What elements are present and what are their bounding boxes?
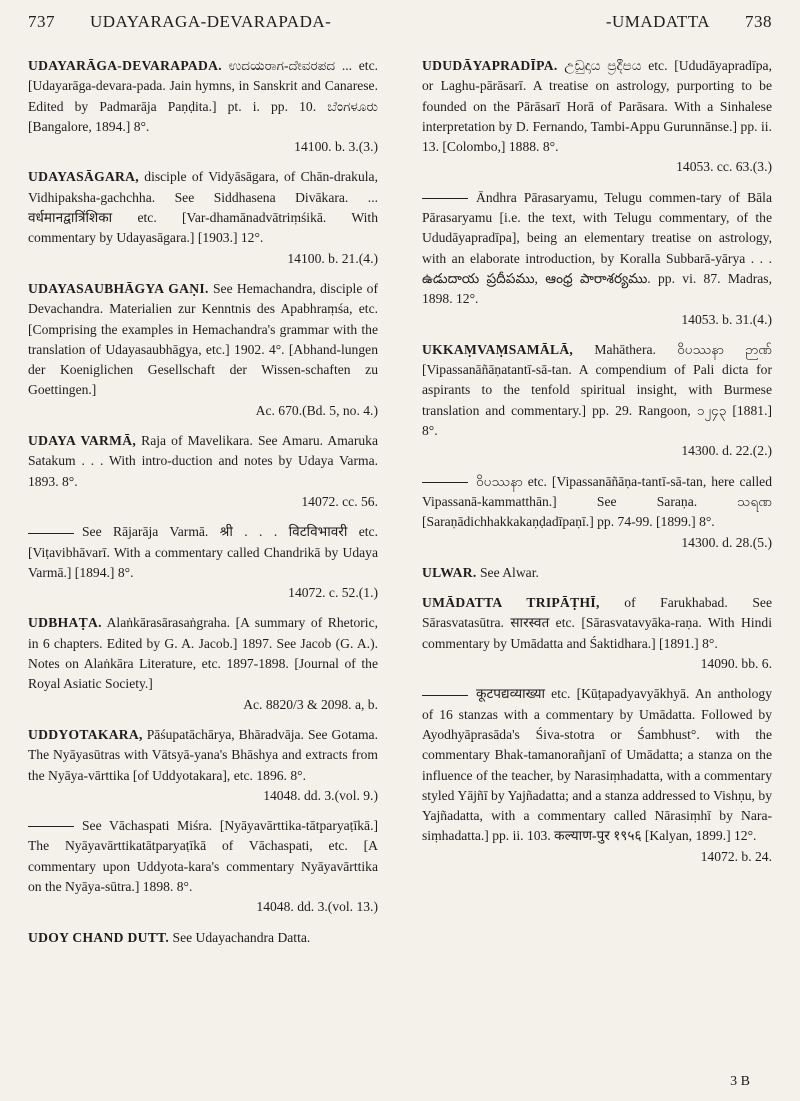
entry-body: Raja of Mavelikara. See Amaru. Amaruka Satakum . . . With intro-duction and notes by Udaya Varma. 1893. 8°.: [28, 433, 378, 489]
entry-body: See Hemachandra, disciple of Devachandra. Materialien zur Kenntnis des Apabhraṃśa, etc. [Comprising the examples in Hemachandra's grammar with the translation of Udayasaubhāgya, etc.] 1902. 4°. [Abhand-lungen der Koeniglichen Gesellschaft der Wissen-schaften zu Goettingen.]: [28, 280, 378, 398]
entry-body: Mahāthera. ဝိပဿနာ ဉာဏ် [Vipassanāñāṇatantī-sā-tan. A compendium of Pali dicta for aspirants to the tenfold spiritual insight, with Burmese translation and commentary.] pp. 29. Rangoon, ၁၂၄၃ [1881.] 8°.: [422, 341, 772, 439]
entry-body: ဝိပဿနာ etc. [Vipassanāñāṇa-tantī-sā-tan, here called Vipassanā-kammatthān.] See Saraṇa. သရဏ [Saraṇādichhakkakaṇḍadīpaṇī.] pp. 74-99. [1899.] 8°.: [422, 473, 772, 530]
shelfmark: Ac. 670.(Bd. 5, no. 4.): [255, 402, 378, 418]
entry-heading: UMĀDATTA TRIPĀṬHĪ,: [422, 595, 600, 611]
entry-heading: UDUDĀYAPRADĪPA.: [422, 58, 558, 73]
entry-heading: UKKAṂVAṂSAMĀLĀ,: [422, 341, 574, 357]
catalogue-entry: [422, 684, 772, 867]
shelfmark: 14053. cc. 63.(3.): [676, 159, 772, 175]
signature-mark: 3 B: [730, 1074, 750, 1089]
catalogue-entry: [28, 431, 378, 512]
shelfmark: 14072. c. 52.(1.): [288, 585, 378, 601]
repeat-heading-dash: [28, 533, 74, 534]
catalogue-entry: [28, 167, 378, 268]
entry-heading: UDDYOTAKARA,: [28, 726, 143, 742]
shelfmark: 14053. b. 31.(4.): [681, 311, 772, 327]
catalogue-entry: [422, 593, 772, 674]
page-number-left: 737: [28, 12, 55, 31]
entry-heading: UDAYASĀGARA,: [28, 169, 139, 185]
repeat-heading-dash: [422, 482, 468, 483]
entry-heading: UDOY CHAND DUTT.: [28, 929, 170, 945]
shelfmark: 14100. b. 3.(3.): [294, 139, 378, 155]
entry-body: See Udayachandra Datta.: [172, 929, 311, 945]
running-title-left: UDAYARAGA-DEVARAPADA-: [90, 12, 332, 31]
shelfmark: 14048. dd. 3.(vol. 13.): [256, 899, 378, 915]
catalogue-entry: [422, 340, 772, 462]
catalogue-entry: [28, 928, 378, 948]
entry-body: Āndhra Pārasaryamu, Telugu commen-tary of Bāla Pārasaryamu [i.e. the text, with Telugu commentary, of the Ududāyapradīpa], being an elementary treatise on astrology, with an elaborate introduction, by Koralla Subbarā-yārya . . . ఉడుదాయ ప్రదీపము, ఆంధ్ర పారాశర్యము. pp. vi. 87. Madras, 1898. 12°.: [422, 189, 772, 307]
right-column: [422, 56, 772, 877]
repeat-heading-dash: [422, 695, 468, 696]
entry-heading: UDAYARĀGA-DEVARAPADA.: [28, 58, 222, 73]
catalogue-entry: [422, 472, 772, 553]
shelfmark: 14300. d. 28.(5.): [681, 534, 772, 550]
repeat-heading-dash: [422, 198, 468, 199]
entry-body: See Vāchaspati Miśra. [Nyāyavārttika-tātparyaṭīkā.] The Nyāyavārttikatātparyaṭīkā of Vāchaspati, etc. [A commentary upon Uddyota-kara's commentary Nyāyavārttika on the Nyāya-sūtra.] 1898. 8°.: [28, 818, 378, 894]
catalogue-entry: [28, 816, 378, 917]
entry-heading: UDBHAṬA.: [28, 615, 102, 631]
catalogue-entry: [28, 725, 378, 806]
page-header: [28, 12, 772, 38]
entry-body: Alaṅkārasārasaṅgraha. [A summary of Rhetoric, in 6 chapters. Edited by G. A. Jacob.] 1897. See Jacob (G. A.). Notes on Alaṅkāra Literature, etc. 1897-1898. [Journal of the Royal Asiatic Society.]: [28, 615, 378, 692]
repeat-heading-dash: [28, 826, 74, 827]
catalogue-entry: [28, 613, 378, 714]
catalogue-entry: [422, 188, 772, 330]
entry-body: कूटपद्यव्याख्या etc. [Kūṭapadyavyākhyā. An anthology of 16 stanzas with a commentary by Umādatta. Followed by Ayodhyāprasāda's Śiva-stotra or Śambhust°. with the commentary Bhak-tamanorañjanī of Umādatta; a stanza on the influence of the teacher, by Narasiṃhadatta, with a commentary styled Yājñī by Yajñadatta; and a stanza addressed to Vishṇu, by Yajñadatta, with a commentary called Nārasiṃhī by Nara-siṃhadatta.] pp. ii. 103. कल्याण-पुर १९५६ [Kalyan, 1899.] 12°.: [422, 686, 772, 844]
left-column: [28, 56, 378, 958]
entry-body: disciple of Vidyāsāgara, of Chān-drakula, Vidhipaksha-gachchha. See Siddhasena Divākara. ... वर्धमानद्वात्रिंशिका etc. [Var-dhamānadvātriṃśikā. With commentary by Udayasāgara.] [1903.] 12°.: [28, 169, 378, 246]
entry-body: උඩුදාය ප්‍රදීපය etc. [Ududāyapradīpa, or Laghu-pārāsarī. A treatise on astrology, purporting to be founded on the Pārāsarī Horā of Parāsara. With a Sinhalese interpretation by D. Fernando, Tambi-Appu Gurunnānse.] pp. ii. 13. [Colombo,] 1888. 8°.: [422, 58, 772, 155]
running-title-right: -UMADATTA: [605, 12, 710, 31]
catalogue-entry: [28, 56, 378, 157]
shelfmark: 14090. bb. 6.: [700, 656, 772, 672]
entry-heading: UDAYASAUBHĀGYA GAṆI.: [28, 280, 209, 296]
entry-body: See Alwar.: [479, 564, 539, 580]
shelfmark: 14100. b. 21.(4.): [287, 250, 378, 266]
shelfmark: 14300. d. 22.(2.): [681, 443, 772, 459]
entry-body: See Rājarāja Varmā. श्री . . . विटविभावरी etc. [Viṭavibhāvarī. With a commentary called Chandrikā by Udaya Varmā.] [1894.] 8°.: [28, 524, 378, 580]
catalogue-entry: [422, 56, 772, 178]
entry-body: Pāśupatāchārya, Bhāradvāja. See Gotama. The Nyāyasūtras with Vātsyā-yana's Bhāshya and extracts from the Nyāya-vārttika [of Uddyotakara], etc. 1896. 8°.: [28, 726, 378, 783]
catalogue-entry: [28, 522, 378, 603]
shelfmark: 14072. b. 24.: [700, 848, 772, 864]
catalogue-entry: [28, 279, 378, 421]
shelfmark: Ac. 8820/3 & 2098. a, b.: [243, 696, 378, 712]
catalogue-entry: [422, 563, 772, 583]
page-number-right: 738: [745, 12, 772, 31]
entry-body: ಉದಯರಾಗ-ದೇವರಪದ ... etc. [Udayarāga-devara-pada. Jain hymns, in Sanskrit and Canarese. Edited by Padmarāja Paṇḍita.] pt. i. pp. 10. ಬೆಂಗಳೂರು [Bangalore, 1894.] 8°.: [28, 58, 379, 134]
shelfmark: 14048. dd. 3.(vol. 9.): [263, 787, 378, 803]
entry-heading: UDAYA VARMĀ,: [28, 433, 137, 449]
shelfmark: 14072. cc. 56.: [301, 493, 378, 509]
entry-heading: ULWAR.: [422, 564, 477, 580]
entry-body: of Farukhabad. See Sārasvatasūtra. सारस्वत etc. [Sārasvatavyāka-raṇa. With Hindi commentary by Umādatta and Śaktidhara.] [1891.] 8°.: [422, 595, 772, 651]
